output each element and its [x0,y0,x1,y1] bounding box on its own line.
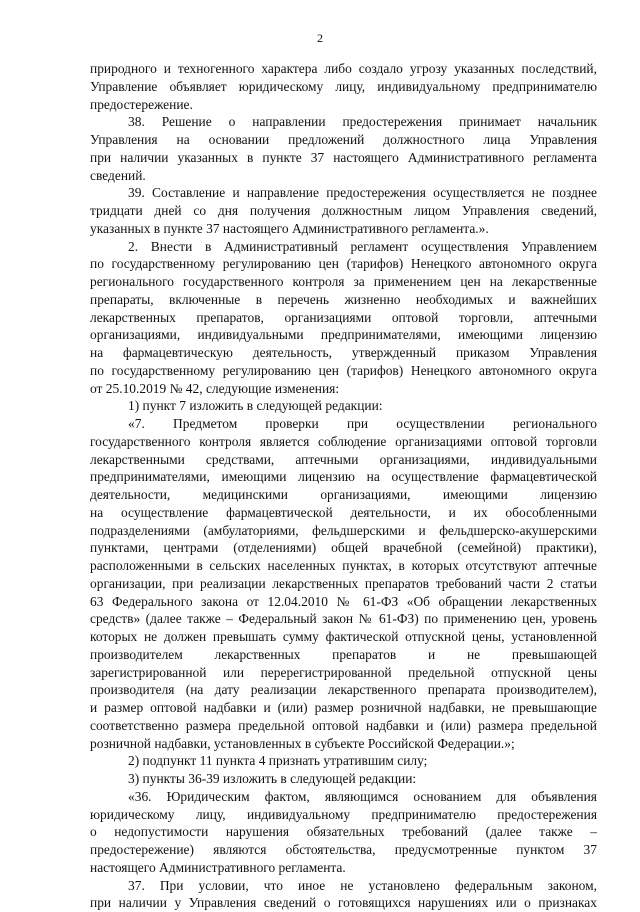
paragraph-line: Управления на основании предложений должностного лица Управления [90,132,597,147]
paragraph-subitem-3-line: 3) пункты 36-39 изложить в следующей редакции: [128,771,417,786]
paragraph-subitem-2-line: 2) подпункт 11 пункта 4 признать утратившим силу; [128,753,428,769]
paragraph-line: организации, при реализации лекарственных препаратов требований части 2 статьи [90,575,597,591]
paragraph-line: организациями, индивидуальными предпринимателями, имеющими лицензию [90,327,597,343]
paragraph-item-37-line: 37. При условии, что иное не установлено федеральным законом, [128,877,597,893]
paragraph-quoted-item-7-line: «7. Предметом проверки при осуществлении регионального [128,416,597,431]
paragraph-item-38-line: 38. Решение о направлении предостережения принимает начальник [128,114,597,130]
paragraph-line: предпринимателями, имеющими лицензию на осуществление фармацевтической [90,469,597,485]
paragraph-line: препараты, включенные в перечень жизненно необходимых и важнейших [90,291,597,307]
paragraph-line: при наличии у Управления сведений о готовящихся нарушениях или о признаках [90,895,597,911]
paragraph-line: лекарственными средствами, аптечными организациями, индивидуальными [90,451,597,467]
paragraph-line: Управление объявляет юридическому лицу, индивидуальному предпринимателю [90,78,597,94]
paragraph-line: расположенными в сельских населенных пунктах, в которых отсутствуют аптечные [90,558,597,573]
paragraph-line: и размер оптовой надбавки и (или) размер розничной надбавки, не превышающие [90,700,597,715]
paragraph-line: сведений. [90,167,146,183]
paragraph-item-39-line: 39. Составление и направление предостережения осуществляется не позднее [128,185,597,201]
page-number: 2 [317,31,323,45]
paragraph-quoted-item-36-line: «36. Юридическим фактом, являющимся основанием для объявления [128,788,597,804]
paragraph-line: подразделениями (амбулаториями, фельдшерскими и фельдшерско-акушерскими [90,522,597,538]
paragraph-line: розничной надбавки, установленных в субъекте Российской Федерации.»; [90,735,515,751]
paragraph-line: по государственному регулированию цен (тарифов) Ненецкого автономного округа [90,256,597,272]
paragraph-line: средств» (далее также – Федеральный закон № 61-ФЗ) по применению цен, уровень [90,611,597,627]
paragraph-section-2-line: 2. Внести в Административный регламент осуществления Управлением [128,238,597,254]
paragraph-line: производителем лекарственных препаратов и не превышающей [90,646,597,662]
paragraph-line: указанных в пункте 37 настоящего Административного регламента.». [90,220,489,236]
paragraph-line: государственного контроля является соблюдение организациями оптовой торговли [90,433,597,449]
paragraph-line: которых не должен превышать сумму фактической отпускной цены, установленной [90,629,597,644]
paragraph-line: зарегистрированной или перерегистрированной предельной отпускной цены [90,664,597,680]
paragraph-line: предостережение) являются обстоятельства, предусмотренные пунктом 37 [90,842,597,857]
paragraph-line: пунктами, центрами (отделениями) общей врачебной (семейной) практики), [90,540,597,556]
paragraph-line: о недопустимости нарушения обязательных требований (далее также – [90,824,597,840]
paragraph-line: на фармацевтическую деятельность, утвержденный приказом Управления [90,345,597,360]
paragraph-line: 63 Федерального закона от 12.04.2010 № 61-ФЗ «Об обращении лекарственных [90,593,597,609]
paragraph-line: лекарственных препаратов, организациями оптовой торговли, аптечными [90,309,597,325]
paragraph-line: предостережение. [90,96,193,112]
paragraph-line: настоящего Административного регламента. [90,859,346,875]
paragraph-line: тридцати дней со дня получения должностным лицом Управления сведений, [90,203,597,218]
paragraph-line: деятельности, медицинскими организациями, имеющими лицензию [90,487,597,502]
paragraph-line: производителя (на дату реализации лекарственного препарата производителем), [90,682,597,698]
paragraph-line: на осуществление фармацевтической деятельности, и их обособленными [90,504,597,520]
paragraph-line: по государственному регулированию цен (тарифов) Ненецкого автономного округа [90,362,597,378]
paragraph-line: при наличии указанных в пункте 37 настоящего Административного регламента [90,149,597,165]
paragraph-line: юридическому лицу, индивидуальному предпринимателю предостережения [90,806,597,822]
paragraph-line: природного и техногенного характера либо создало угрозу указанных последствий, [90,61,597,76]
paragraph-line: регионального государственного контроля за применением цен на лекарственные [90,274,597,289]
paragraph-subitem-1-line: 1) пункт 7 изложить в следующей редакции: [128,398,383,414]
document-body [90,60,597,912]
paragraph-line: соответственно размера предельной оптовой надбавки и (или) размера предельной [90,717,597,733]
paragraph-line: от 25.10.2019 № 42, следующие изменения: [90,380,340,396]
